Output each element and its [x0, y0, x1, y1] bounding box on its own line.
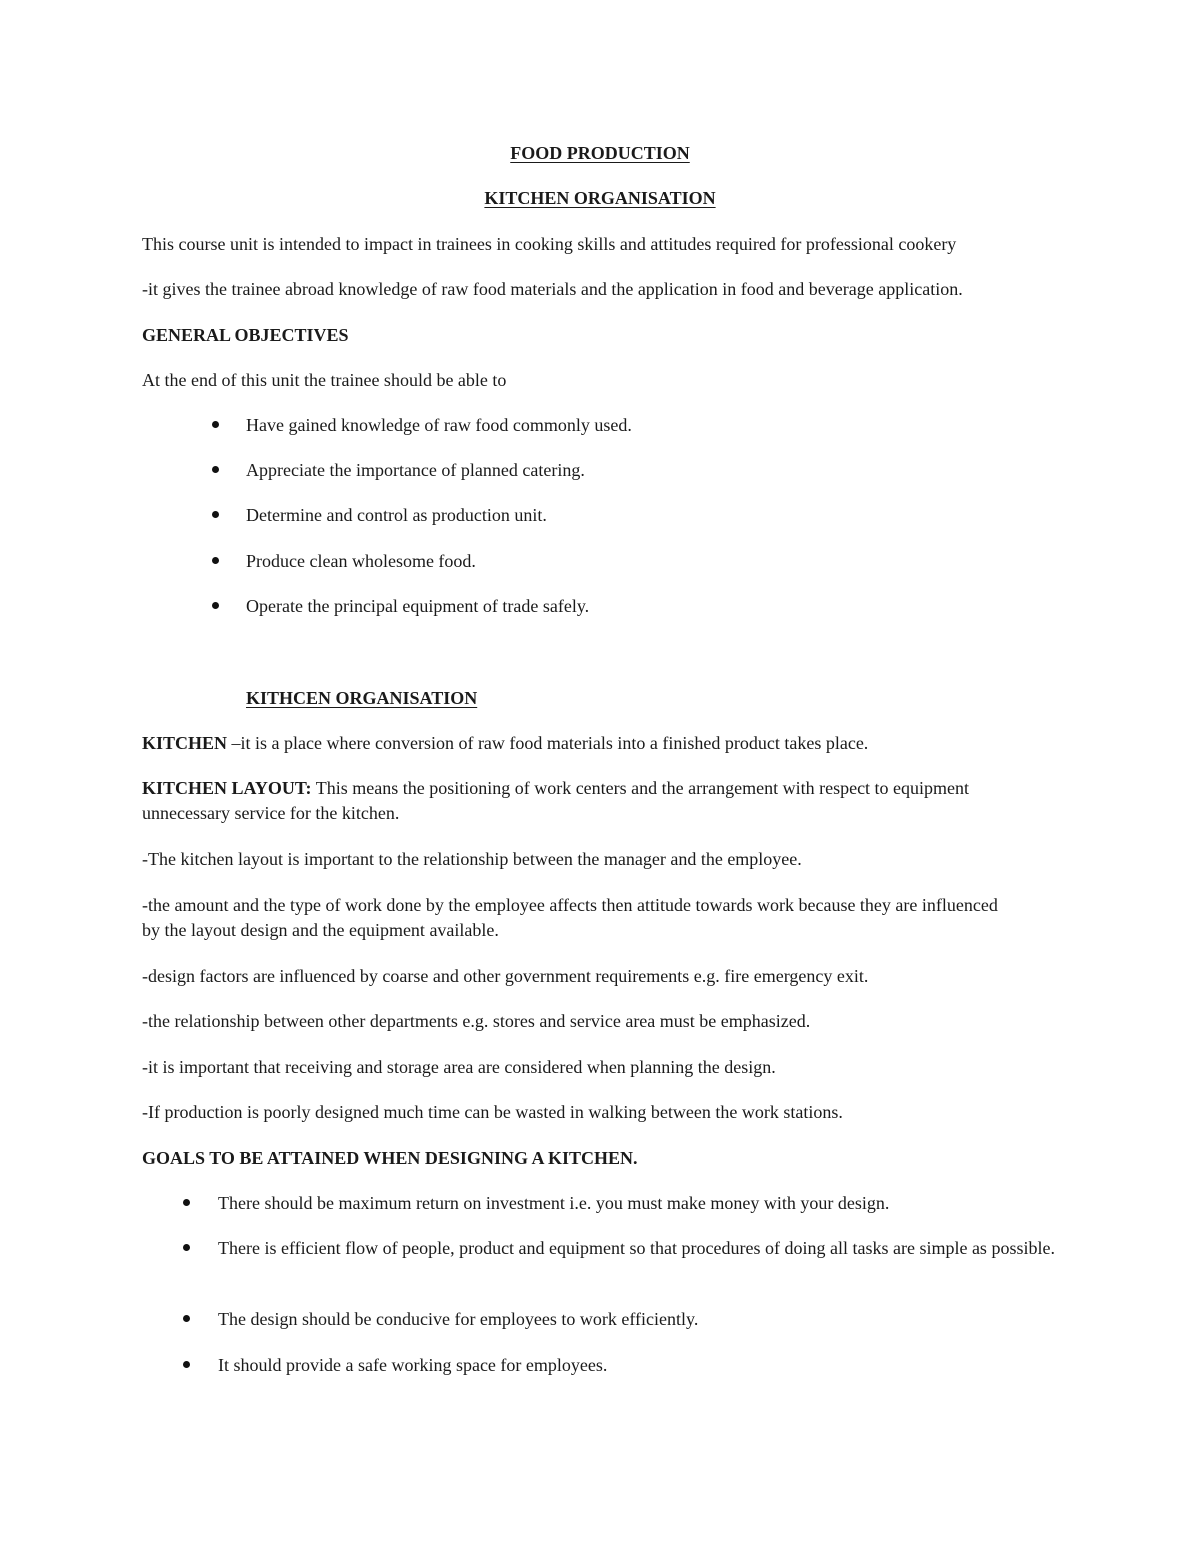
goal-item: The design should be conducive for employees to work efficiently. [218, 1309, 699, 1329]
bullet-icon [183, 1361, 190, 1368]
bullet-icon [183, 1199, 190, 1206]
bullet-icon [212, 511, 219, 518]
kitchen-layout-term: KITCHEN LAYOUT: [142, 778, 312, 798]
bullet-icon [212, 602, 219, 609]
layout-point: -The kitchen layout is important to the relationship between the manager and the employee. [142, 849, 802, 869]
intro-paragraph-1: This course unit is intended to impact in trainees in cooking skills and attitudes required for professional cookery [142, 234, 957, 254]
kitchen-section-heading: KITHCEN ORGANISATION [246, 688, 478, 708]
layout-point: -design factors are influenced by coarse and other government requirements e.g. fire emergency exit. [142, 966, 869, 986]
objective-item: Determine and control as production unit. [246, 505, 547, 525]
layout-point: -it is important that receiving and storage area are considered when planning the design. [142, 1057, 776, 1077]
intro-paragraph-2: -it gives the trainee abroad knowledge of raw food materials and the application in food and beverage application. [142, 279, 963, 299]
objective-item: Appreciate the importance of planned catering. [246, 460, 585, 480]
kitchen-definition [142, 731, 1062, 756]
goal-item: There should be maximum return on investment i.e. you must make money with your design. [218, 1193, 890, 1213]
bullet-icon [212, 421, 219, 428]
objective-item: Have gained knowledge of raw food commonly used. [246, 415, 632, 435]
bullet-icon [183, 1244, 190, 1251]
kitchen-layout-definition [142, 776, 1047, 826]
kitchen-term: KITCHEN [142, 733, 228, 753]
bullet-icon [212, 557, 219, 564]
general-objectives-heading: GENERAL OBJECTIVES [142, 325, 349, 345]
objective-item: Operate the principal equipment of trade safely. [246, 596, 590, 616]
general-objectives-lead: At the end of this unit the trainee should be able to [142, 370, 507, 390]
kitchen-definition-text: –it is a place where conversion of raw food materials into a finished product takes place. [227, 733, 869, 753]
document-title: FOOD PRODUCTION [510, 143, 690, 163]
objective-item: Produce clean wholesome food. [246, 551, 476, 571]
kitchen-layout-text: This means the positioning of work centers and the arrangement with respect to equipment unnecessary service for the kitchen. [142, 778, 970, 823]
goal-item: There is efficient flow of people, product and equipment so that procedures of doing all tasks are simple as possible. [218, 1238, 1055, 1258]
layout-point: -the amount and the type of work done by the employee affects then attitude towards work because they are influenced by the layout design and the equipment available. [142, 895, 998, 940]
layout-point: -If production is poorly designed much time can be wasted in walking between the work stations. [142, 1102, 843, 1122]
goals-heading: GOALS TO BE ATTAINED WHEN DESIGNING A KITCHEN. [142, 1148, 638, 1168]
document-subtitle: KITCHEN ORGANISATION [484, 188, 716, 208]
layout-point: -the relationship between other departments e.g. stores and service area must be emphasized. [142, 1011, 811, 1031]
bullet-icon [183, 1315, 190, 1322]
goal-item: It should provide a safe working space for employees. [218, 1355, 608, 1375]
bullet-icon [212, 466, 219, 473]
